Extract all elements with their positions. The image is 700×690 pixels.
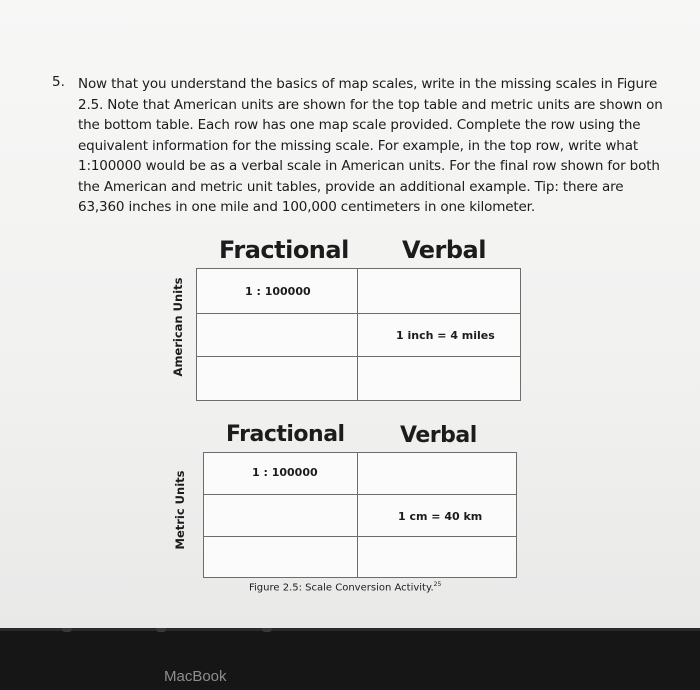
metric-row1-verbal[interactable] [358,453,517,495]
american-row3-fractional[interactable] [197,357,358,401]
american-units-label: American Units [171,277,185,377]
figure-caption [249,581,441,593]
metric-row2-verbal[interactable]: 1 cm = 40 km [358,495,517,537]
metric-row3-fractional[interactable] [204,537,358,578]
american-row1-verbal[interactable] [358,269,521,314]
metric-verbal-heading: Verbal [400,423,477,448]
question-text: Now that you understand the basics of map scales, write in the missing scales in Figure 2.5. Note that American units are shown for the top table and metric units are shown on the bottom table. Each row has one map scale provided. Complete the row using the equivalent information for the missing scale. For example, in the top row, write what 1:100000 would be as a verbal scale in American units. For the final row shown for both the American and metric unit tables, provide an additional example. Tip: there are 63,360 inches in one mile and 100,000 centimeters in one kilometer. [78,76,663,215]
american-row3-verbal[interactable] [358,357,521,401]
table-row [204,537,517,578]
metric-units-table [203,452,517,578]
metric-row2-fractional[interactable] [204,495,358,537]
question-number: 5. [52,74,65,90]
table-row [197,357,521,401]
metric-row3-verbal[interactable] [358,537,517,578]
macbook-logo-text: MacBook [164,668,227,685]
table-row [197,269,521,314]
american-row1-fractional[interactable]: 1 : 100000 [197,269,358,314]
metric-row1-fractional[interactable]: 1 : 100000 [204,453,358,495]
table-row [204,495,517,537]
bezel-hinge-mark [156,628,166,632]
bezel-hinge-mark [262,628,272,632]
american-fractional-heading: Fractional [219,236,349,264]
metric-units-label: Metric Units [173,470,187,550]
figure-caption-text: Figure 2.5: Scale Conversion Activity. [249,582,434,594]
bezel-hinge-mark [62,628,72,632]
american-row2-verbal[interactable]: 1 inch = 4 miles [358,314,521,357]
figure-footnote-marker: 25 [433,581,442,588]
american-row2-fractional[interactable] [197,314,358,357]
american-verbal-heading: Verbal [402,236,486,264]
laptop-bezel [0,628,700,690]
table-row [204,453,517,495]
american-units-table [196,268,521,401]
metric-fractional-heading: Fractional [226,422,345,447]
table-row [197,314,521,357]
screen-edge [0,628,700,631]
